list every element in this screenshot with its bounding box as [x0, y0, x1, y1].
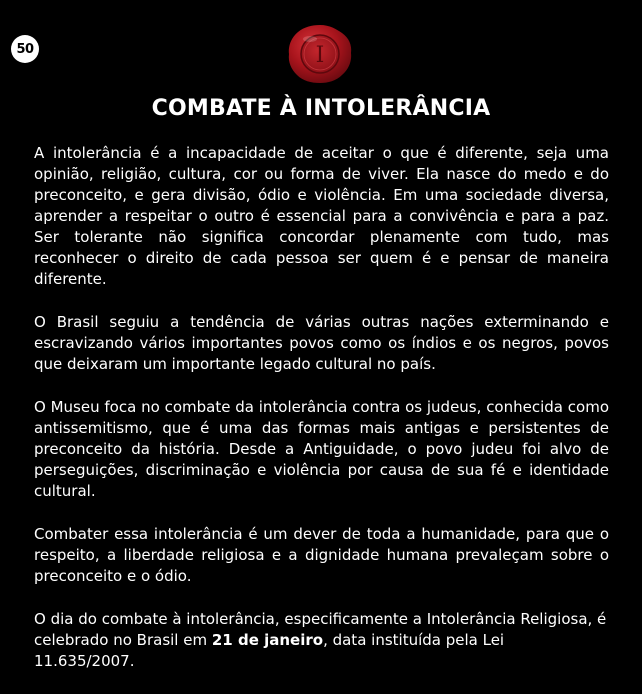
- paragraph-5: [34, 609, 609, 672]
- page-title: COMBATE À INTOLERÂNCIA: [151, 96, 491, 121]
- highlight-date: 21 de janeiro: [211, 631, 324, 649]
- paragraph-2: O Brasil seguiu a tendência de várias outras nações exterminando e escravizando vários importantes povos como os índios e os negros, povos que deixaram um importante legado cultural no país.: [34, 313, 609, 373]
- page-number-badge: 50: [11, 35, 39, 63]
- seal-letter: I: [315, 43, 325, 68]
- wax-seal-icon: [286, 23, 354, 85]
- paragraph-4: Combater essa intolerância é um dever de toda a humanidade, para que o respeito, a liberdade religiosa e a dignidade humana prevaleçam sobre o preconceito e o ódio.: [34, 525, 609, 585]
- body-text: [34, 143, 609, 694]
- paragraph-1: A intolerância é a incapacidade de aceitar o que é diferente, seja uma opinião, religião, cultura, cor ou forma de viver. Ela nasce do medo e do preconceito, e gera divisão, ódio e violência. Em uma sociedade diversa, aprender a respeitar o outro é essencial para a convivência e para a paz. Ser tolerante não significa concordar plenamente com tudo, mas reconhecer o direito de cada pessoa ser quem é e pensar de maneira diferente.: [34, 144, 609, 288]
- paragraph-5-text-end: , data instituída pela Lei 11.635/2007.: [34, 631, 505, 670]
- paragraph-3: O Museu foca no combate da intolerância contra os judeus, conhecida como antissemitismo, que é uma das formas mais antigas e persistentes de preconceito da história. Desde a Antiguidade, o povo judeu foi alvo de perseguições, discriminação e violência por causa de sua fé e identidade cultural.: [34, 398, 609, 500]
- paragraph-5-text: O dia do combate à intolerância, especificamente a Intolerância Religiosa, é celebrado no Brasil em: [34, 610, 607, 649]
